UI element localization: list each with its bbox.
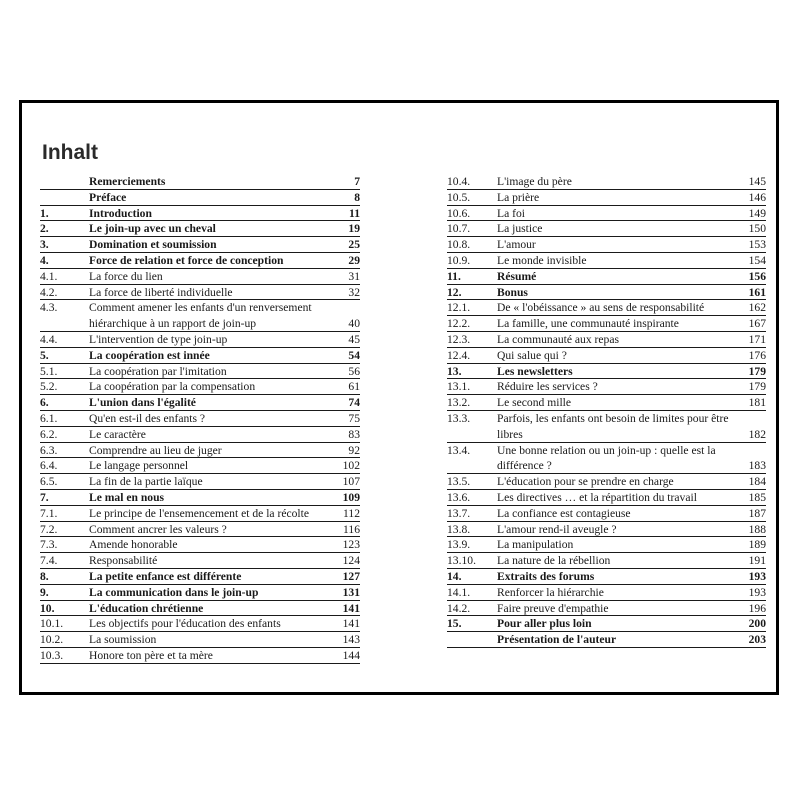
toc-entry-title: La justice [497, 222, 543, 236]
toc-entry-title: Honore ton père et ta mère [89, 648, 213, 662]
toc-entry-page-number: 141 [342, 617, 360, 631]
toc-entry [40, 569, 360, 585]
toc-entry [40, 237, 360, 253]
toc-entry-title: Comment amener les enfants d'un renversement hiérarchique à un rapport de join-up [89, 301, 312, 331]
toc-entry-title: La petite enfance est différente [89, 569, 242, 583]
toc-entry-page-number: 182 [748, 427, 766, 441]
toc-entry-page-number: 144 [342, 648, 360, 662]
toc-entry-page-number: 31 [348, 269, 360, 283]
toc-entry [447, 585, 766, 601]
toc-entry [447, 348, 766, 364]
toc-entry-page-number: 45 [348, 332, 360, 346]
toc-entry-number: 7.3. [40, 538, 58, 552]
toc-entry-number: 13.1. [447, 380, 471, 394]
toc-entry-title: Qu'en est-il des enfants ? [89, 411, 206, 425]
toc-entry-title: Le second mille [497, 396, 572, 410]
toc-entry [447, 221, 766, 237]
toc-entry-page-number: 112 [343, 506, 360, 520]
toc-entry-number: 12.3. [447, 332, 471, 346]
toc-entry-number: 14.2. [447, 601, 471, 615]
toc-entry [447, 174, 766, 190]
toc-entry-number: 10.1. [40, 617, 64, 631]
toc-entry [447, 474, 766, 490]
toc-entry-title: Réduire les services ? [497, 380, 598, 394]
toc-entry [40, 537, 360, 553]
toc-entry-page-number: 167 [748, 317, 766, 331]
toc-entry-number: 10.3. [40, 648, 64, 662]
toc-entry-number: 12.4. [447, 348, 471, 362]
toc-entry [40, 411, 360, 427]
toc-entry-title: L'image du père [497, 175, 572, 188]
toc-entry-number: 15. [447, 617, 462, 631]
toc-entry-page-number: 196 [748, 601, 766, 615]
toc-entry-page-number: 54 [348, 348, 360, 362]
toc-entry-title: Extraits des forums [497, 569, 595, 583]
toc-left-column [40, 174, 360, 664]
toc-entry-number: 4. [40, 253, 49, 267]
toc-entry-page-number: 153 [748, 238, 766, 252]
toc-entry-title: Responsabilité [89, 554, 158, 568]
toc-entry [40, 253, 360, 269]
toc-entry-page-number: 74 [348, 396, 360, 410]
toc-entry-page-number: 127 [342, 569, 360, 583]
toc-entry-title: La manipulation [497, 538, 574, 552]
toc-entry-title: De « l'obéissance » au sens de responsabilité [497, 301, 705, 315]
toc-entry-number: 11. [447, 269, 461, 283]
toc-entry-page-number: 75 [348, 411, 360, 425]
toc-entry [40, 427, 360, 443]
toc-entry [40, 221, 360, 237]
toc-entry [447, 364, 766, 380]
toc-entry-number: 10.7. [447, 222, 471, 236]
toc-entry-number: 12.2. [447, 317, 471, 331]
toc-entry-number: 5.1. [40, 364, 58, 378]
toc-entry-title: Force de relation et force de conception [89, 253, 284, 267]
toc-entry-title: Résumé [497, 269, 537, 283]
toc-entry-title: Introduction [89, 206, 152, 220]
toc-entry-title: Le join-up avec un cheval [89, 222, 216, 236]
toc-entry [447, 553, 766, 569]
toc-entry-title: Comment ancrer les valeurs ? [89, 522, 227, 536]
toc-entry-number: 4.3. [40, 301, 58, 315]
toc-entry-title: Les directives … et la répartition du travail [497, 490, 697, 504]
toc-entry-title: Le caractère [89, 427, 146, 441]
toc-entry-number: 10.5. [447, 190, 471, 204]
toc-entry-title: La prière [497, 190, 540, 204]
toc-entry-number: 6.5. [40, 475, 58, 489]
toc-entry [40, 585, 360, 601]
toc-entry-number: 13.9. [447, 538, 471, 552]
toc-entry-page-number: 107 [342, 475, 360, 489]
toc-entry-page-number: 19 [348, 222, 360, 236]
toc-entry-title: La coopération par l'imitation [89, 364, 227, 378]
toc-entry-title: La communauté aux repas [497, 332, 620, 346]
toc-entry-number: 12.1. [447, 301, 471, 315]
toc-entry-page-number: 32 [348, 285, 360, 299]
toc-entry-number: 6.3. [40, 443, 58, 457]
toc-entry-number: 5.2. [40, 380, 58, 394]
toc-entry-number: 14.1. [447, 585, 471, 599]
toc-entry [40, 474, 360, 490]
toc-entry-title: L'amour [497, 238, 536, 252]
toc-entry [40, 364, 360, 380]
toc-entry-number: 4.4. [40, 332, 58, 346]
toc-entry-page-number: 156 [748, 269, 766, 283]
toc-entry [447, 632, 766, 648]
toc-entry-title: L'amour rend-il aveugle ? [497, 522, 617, 536]
toc-entry-title: Renforcer la hiérarchie [497, 585, 604, 599]
toc-entry [40, 601, 360, 617]
toc-entry [40, 174, 360, 190]
toc-entry-page-number: 191 [748, 554, 766, 568]
toc-entry-title: La confiance est contagieuse [497, 506, 631, 520]
toc-entry-number: 13.7. [447, 506, 471, 520]
toc-entry-title: Préface [89, 190, 127, 204]
toc-entry [447, 237, 766, 253]
toc-entry [447, 601, 766, 617]
toc-entry [447, 206, 766, 222]
toc-entry-page-number: 116 [343, 522, 360, 536]
toc-entry-number: 8. [40, 569, 49, 583]
toc-entry [40, 206, 360, 222]
toc-entry-title: L'éducation chrétienne [89, 601, 204, 615]
toc-entry-title: La fin de la partie laïque [89, 475, 203, 489]
toc-entry-page-number: 161 [748, 285, 766, 299]
toc-entry-number: 13.5. [447, 475, 471, 489]
toc-entry-page-number: 179 [748, 380, 766, 394]
toc-entry [447, 537, 766, 553]
toc-entry-number: 9. [40, 585, 49, 599]
toc-page [19, 100, 779, 695]
toc-entry [40, 190, 360, 206]
toc-entry-number: 6. [40, 396, 49, 410]
toc-entry-page-number: 162 [748, 301, 766, 315]
toc-entry-title: La force de liberté individuelle [89, 285, 233, 299]
toc-entry-page-number: 185 [748, 490, 766, 504]
toc-entry [447, 522, 766, 538]
toc-entry-page-number: 83 [348, 427, 360, 441]
toc-entry-title: L'intervention de type join-up [89, 332, 228, 346]
toc-entry-page-number: 8 [354, 190, 360, 204]
toc-entry [447, 506, 766, 522]
toc-entry-page-number: 123 [342, 538, 360, 552]
toc-entry-title: Amende honorable [89, 538, 178, 552]
toc-entry-title: L'éducation pour se prendre en charge [497, 475, 674, 489]
toc-entry-number: 5. [40, 348, 49, 362]
toc-entry [40, 632, 360, 648]
toc-entry-title: Le langage personnel [89, 459, 189, 473]
toc-entry-title: La famille, une communauté inspirante [497, 317, 679, 331]
toc-entry [40, 648, 360, 664]
toc-entry [447, 443, 766, 475]
toc-entry-title: Remerciements [89, 175, 166, 188]
toc-entry [40, 269, 360, 285]
toc-entry [40, 506, 360, 522]
toc-entry-page-number: 171 [748, 332, 766, 346]
toc-entry [40, 285, 360, 301]
toc-entry-title: La nature de la rébellion [497, 554, 611, 568]
toc-row-divider [447, 647, 766, 648]
toc-entry-page-number: 61 [348, 380, 360, 394]
toc-right-column [447, 174, 766, 648]
toc-entry-page-number: 25 [348, 238, 360, 252]
toc-entry-page-number: 7 [354, 175, 360, 188]
toc-entry-page-number: 29 [348, 253, 360, 267]
toc-entry-page-number: 189 [748, 538, 766, 552]
toc-entry [40, 616, 360, 632]
toc-entry-title: Présentation de l'auteur [497, 633, 617, 647]
toc-entry-title: Une bonne relation ou un join-up : quelle est la différence ? [497, 443, 716, 473]
toc-entry [447, 616, 766, 632]
toc-entry-number: 10. [40, 601, 55, 615]
toc-entry-title: Le principe de l'ensemencement et de la récolte [89, 506, 310, 520]
toc-entry-page-number: 203 [748, 633, 766, 647]
toc-entry-number: 13.4. [447, 443, 471, 457]
toc-entry [447, 269, 766, 285]
toc-entry-page-number: 145 [748, 175, 766, 188]
toc-entry-page-number: 187 [748, 506, 766, 520]
toc-entry-number: 7.1. [40, 506, 58, 520]
toc-row-divider [40, 663, 360, 664]
toc-entry-number: 13. [447, 364, 462, 378]
toc-entry-page-number: 176 [748, 348, 766, 362]
toc-entry-title: L'union dans l'égalité [89, 396, 196, 410]
toc-entry [447, 300, 766, 316]
toc-entry [40, 458, 360, 474]
toc-entry-page-number: 109 [342, 490, 360, 504]
toc-entry-page-number: 56 [348, 364, 360, 378]
toc-entry-page-number: 102 [342, 459, 360, 473]
toc-entry-number: 7.4. [40, 554, 58, 568]
toc-entry-number: 10.2. [40, 633, 64, 647]
toc-entry-number: 6.2. [40, 427, 58, 441]
toc-entry [40, 300, 360, 332]
toc-entry-title: La soumission [89, 633, 157, 647]
toc-entry-number: 3. [40, 238, 49, 252]
toc-entry-page-number: 150 [748, 222, 766, 236]
toc-entry [40, 443, 360, 459]
toc-entry-page-number: 40 [348, 317, 360, 331]
toc-entry-number: 13.6. [447, 490, 471, 504]
toc-entry [447, 379, 766, 395]
toc-entry-number: 10.4. [447, 175, 471, 188]
toc-entry-number: 4.2. [40, 285, 58, 299]
toc-entry-page-number: 124 [342, 554, 360, 568]
toc-entry-page-number: 154 [748, 253, 766, 267]
toc-entry-title: La coopération par la compensation [89, 380, 256, 394]
toc-entry-number: 13.3. [447, 411, 471, 425]
toc-entry-number: 10.9. [447, 253, 471, 267]
toc-entry [40, 553, 360, 569]
toc-entry-page-number: 184 [748, 475, 766, 489]
toc-entry-title: Les objectifs pour l'éducation des enfants [89, 617, 281, 631]
toc-entry-number: 2. [40, 222, 49, 236]
toc-entry-title: La communication dans le join-up [89, 585, 259, 599]
toc-entry-page-number: 131 [342, 585, 360, 599]
toc-entry [447, 253, 766, 269]
toc-entry-number: 7. [40, 490, 49, 504]
toc-entry-number: 10.8. [447, 238, 471, 252]
toc-entry-page-number: 193 [748, 569, 766, 583]
toc-entry-page-number: 146 [748, 190, 766, 204]
toc-entry [447, 411, 766, 443]
toc-entry-number: 13.8. [447, 522, 471, 536]
toc-entry [40, 379, 360, 395]
toc-entry-title: Le monde invisible [497, 253, 587, 267]
toc-entry-page-number: 200 [748, 617, 766, 631]
toc-entry [40, 522, 360, 538]
toc-entry [447, 285, 766, 301]
toc-entry-title: Domination et soumission [89, 238, 217, 252]
toc-entry-number: 6.4. [40, 459, 58, 473]
toc-entry-title: Parfois, les enfants ont besoin de limites pour être libres [497, 411, 729, 441]
toc-entry-number: 10.6. [447, 206, 471, 220]
toc-entry-number: 12. [447, 285, 462, 299]
toc-entry-number: 4.1. [40, 269, 58, 283]
toc-entry [447, 395, 766, 411]
toc-entry-title: Qui salue qui ? [497, 348, 567, 362]
toc-entry-title: Pour aller plus loin [497, 617, 592, 631]
toc-entry-title: La coopération est innée [89, 348, 210, 362]
toc-entry-page-number: 181 [748, 396, 766, 410]
toc-entry [40, 332, 360, 348]
toc-entry [40, 348, 360, 364]
toc-entry-number: 1. [40, 206, 49, 220]
toc-entry-title: Le mal en nous [89, 490, 165, 504]
toc-entry-number: 13.10. [447, 554, 476, 568]
toc-entry-title: La force du lien [89, 269, 163, 283]
toc-entry-title: Comprendre au lieu de juger [89, 443, 222, 457]
toc-entry-page-number: 92 [348, 443, 360, 457]
toc-entry-page-number: 11 [349, 206, 360, 220]
toc-entry-number: 13.2. [447, 396, 471, 410]
toc-entry [447, 569, 766, 585]
toc-entry [447, 316, 766, 332]
toc-entry-page-number: 193 [748, 585, 766, 599]
toc-entry-page-number: 143 [342, 633, 360, 647]
toc-entry-page-number: 188 [748, 522, 766, 536]
toc-entry-page-number: 183 [748, 459, 766, 473]
toc-entry [447, 490, 766, 506]
toc-entry [447, 332, 766, 348]
toc-entry-title: Bonus [497, 285, 528, 299]
toc-entry-title: Les newsletters [497, 364, 573, 378]
toc-entry-title: Faire preuve d'empathie [497, 601, 609, 615]
toc-entry [447, 190, 766, 206]
toc-entry-number: 14. [447, 569, 462, 583]
toc-entry-page-number: 149 [748, 206, 766, 220]
toc-entry-number: 7.2. [40, 522, 58, 536]
toc-entry-page-number: 179 [748, 364, 766, 378]
toc-entry-number: 6.1. [40, 411, 58, 425]
toc-entry-title: La foi [497, 206, 526, 220]
toc-entry [40, 395, 360, 411]
toc-entry-page-number: 141 [342, 601, 360, 615]
toc-entry [40, 490, 360, 506]
page-title: Inhalt [42, 141, 98, 164]
